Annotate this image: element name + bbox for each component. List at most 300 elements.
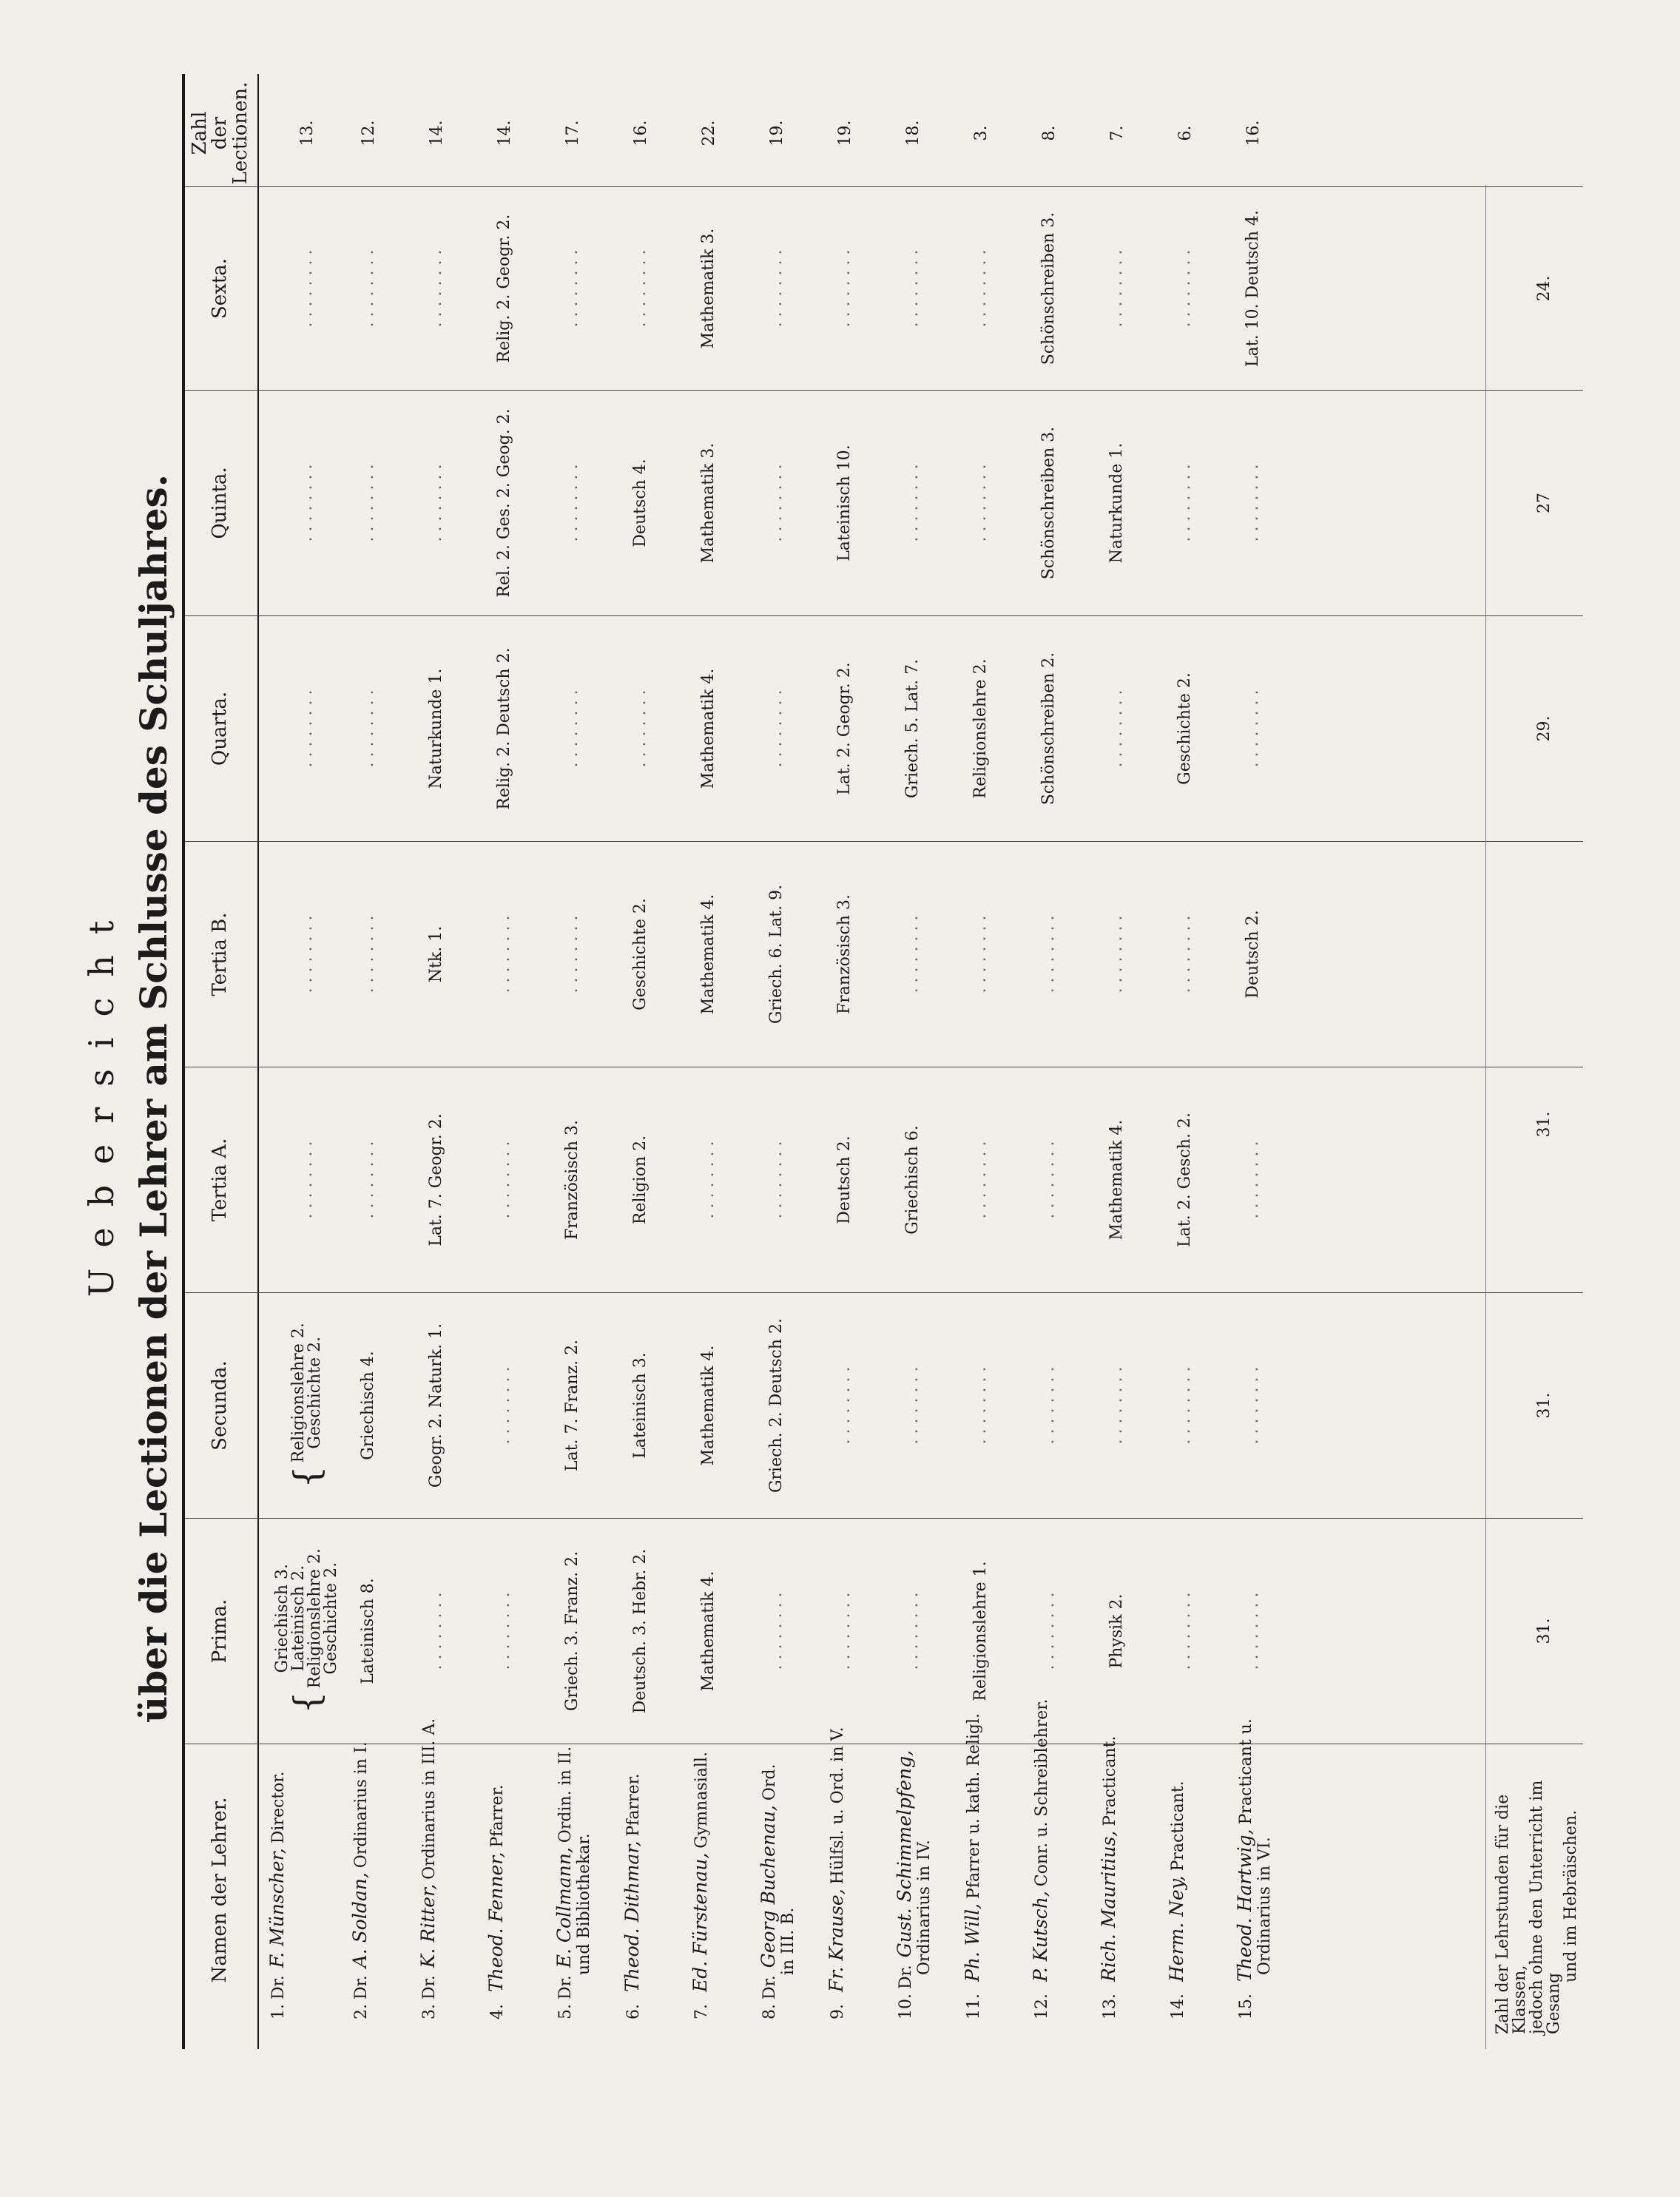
cell-quinta: [1234, 392, 1272, 614]
dotted-leader: . . . . . . . .: [1244, 464, 1262, 542]
column-divider: [185, 1518, 1583, 1519]
cell-lines: [905, 916, 921, 993]
cell-secunda: [621, 1295, 660, 1516]
row-number: 10.: [897, 1994, 915, 2019]
lesson-entry: Mathematik 3.: [699, 228, 718, 349]
cell-quarta: [266, 618, 348, 840]
cell-quarta: [689, 618, 728, 840]
row-number: 4.: [488, 2004, 507, 2019]
header-prima: Prima.: [209, 1599, 232, 1664]
column-divider: [185, 841, 1583, 842]
teacher-role-line2: Ordinarius in IV.: [915, 1840, 934, 1975]
cell-lines: [428, 669, 445, 789]
dotted-leader: . . . . . . . .: [495, 1141, 513, 1219]
summary-sexta: 24.: [1535, 275, 1554, 302]
lesson-entry: Relig. 2. Deutsch 2.: [495, 647, 513, 810]
cell-lines: [360, 1578, 377, 1684]
cell-tertia-a: [1098, 1069, 1136, 1291]
cell-lines: [632, 1135, 649, 1224]
cell-lines: [973, 250, 989, 328]
cell-tertia-b: [689, 843, 728, 1065]
cell-lines: [973, 1561, 989, 1701]
teacher-surname: Herm. Ney,: [1166, 1875, 1187, 1982]
lesson-total: 22.: [699, 120, 718, 146]
teacher-name: [417, 1718, 456, 2019]
dotted-leader: . . . . . . . .: [563, 689, 581, 768]
table-row: [1166, 0, 1204, 2197]
lesson-total: 6.: [1175, 125, 1195, 141]
header-zahl-line: der: [209, 116, 232, 150]
header-zahl-line: Zahl: [189, 111, 212, 155]
lesson-total: 19.: [767, 120, 786, 146]
cell-lines: [564, 690, 581, 768]
row-number: 11.: [965, 1994, 983, 2019]
cell-lines: [769, 465, 785, 542]
cell-lines: [1245, 910, 1261, 998]
cell-lines: [837, 894, 853, 1014]
dotted-leader: . . . . . . . .: [495, 1592, 513, 1670]
dotted-leader: . . . . . . . .: [297, 689, 316, 768]
dotted-leader: . . . . . . . .: [427, 1592, 445, 1670]
dotted-leader: . . . . . . . .: [903, 249, 922, 328]
cell-lines: [360, 690, 377, 768]
teacher-name-line: [417, 1714, 439, 2019]
cell-sexta: [485, 189, 524, 388]
cell-lines: [632, 250, 649, 328]
cell-quarta: [826, 618, 864, 840]
cell-tertia-a: [266, 1069, 348, 1291]
cell-lines: [1177, 1367, 1193, 1445]
teacher-role: Gymnasiall.: [692, 1752, 711, 1849]
teacher-surname: F. Münscher,: [266, 1848, 288, 1968]
teacher-name: [553, 1746, 605, 2019]
page-subtitle: über die Lectionen der Lehrer am Schlusse des Schuljahres.: [132, 473, 175, 1724]
cell-lines: [299, 690, 315, 768]
cell-quinta: [349, 392, 388, 614]
summary-label-line: und im Hebräischen.: [1562, 1809, 1581, 1982]
cell-lines: [360, 1351, 377, 1459]
cell-quinta: [826, 392, 864, 614]
lesson-entry: Geschichte 2.: [1175, 672, 1194, 785]
dotted-leader: . . . . . . . .: [495, 1366, 513, 1445]
cell-lines: [299, 465, 315, 542]
cell-tertia-b: [962, 843, 1000, 1065]
lesson-entry: Naturkunde 1.: [1107, 442, 1126, 564]
cell-lines: [1041, 427, 1057, 580]
cell-sexta: [349, 189, 388, 388]
cell-sexta: [553, 189, 592, 388]
cell-lines: [428, 1593, 445, 1670]
teacher-role: Practicant u.: [1237, 1718, 1255, 1825]
cell-quinta: [485, 392, 524, 614]
cell-sexta: [894, 189, 932, 388]
cell-lines: [1041, 652, 1057, 806]
cell-lines: [632, 1352, 649, 1459]
row-number: 2.: [352, 2004, 371, 2019]
cell-lines: [973, 916, 989, 993]
cell-lines: [428, 1113, 445, 1246]
cell-lines: [973, 1141, 989, 1219]
cell-lines: [1109, 916, 1125, 993]
cell-lines: [564, 916, 581, 993]
teacher-role: Practicant.: [1169, 1781, 1187, 1872]
cell-tertia-a: [1030, 1069, 1068, 1291]
row-number: 14.: [1169, 1994, 1187, 2019]
cell-tertia-b: [266, 843, 348, 1065]
lesson-entry: Mathematik 4.: [699, 894, 718, 1015]
cell-lines: [701, 443, 717, 564]
teacher-surname: Gust. Schimmelpfeng,: [894, 1749, 915, 1958]
dotted-leader: . . . . . . . .: [903, 915, 922, 993]
lesson-entry: Griech. 3. Franz. 2.: [563, 1550, 581, 1712]
dotted-leader: . . . . . . . .: [1107, 689, 1126, 768]
cell-lines: [299, 250, 315, 328]
cell-secunda: [1166, 1295, 1204, 1516]
cell-lines: [837, 445, 853, 561]
cell-prima: [485, 1520, 524, 1742]
teacher-name-line: [1098, 1732, 1119, 2019]
teacher-name-line: [894, 1741, 915, 2019]
cell-tertia-b: [417, 843, 456, 1065]
teacher-name-line: [621, 1769, 643, 2019]
teacher-role: Pfarrer.: [624, 1773, 643, 1837]
lesson-entry: Religionslehre 2.: [289, 1323, 308, 1463]
dotted-leader: . . . . . . . .: [767, 464, 786, 542]
teacher-surname: Ed. Fürstenau,: [689, 1852, 711, 1992]
cell-prima: [962, 1520, 1000, 1742]
lesson-entry: Griechisch 3.: [273, 1564, 291, 1673]
teacher-name-line: [266, 1767, 288, 2019]
dotted-leader: . . . . . . . .: [1175, 249, 1194, 328]
title-prefix: Dr.: [420, 1975, 439, 1999]
header-rule: [257, 74, 259, 2049]
cell-secunda: [349, 1295, 388, 1516]
cell-tertia-a: [826, 1069, 864, 1291]
teacher-role-line2: in III. B.: [779, 1907, 797, 1975]
lesson-entry: Mathematik 4.: [699, 1345, 718, 1466]
dotted-leader: . . . . . . . .: [971, 1366, 990, 1445]
lesson-entry: Lat. 10. Deutsch 4.: [1244, 210, 1262, 367]
cell-lines: [360, 465, 377, 542]
cell-lines: [1109, 1120, 1125, 1241]
brace-glyph: {: [286, 1465, 328, 1488]
dotted-leader: . . . . . . . .: [767, 689, 786, 768]
cell-secunda: [962, 1295, 1000, 1516]
cell-lines: [905, 465, 921, 542]
lesson-total: 13.: [297, 120, 317, 146]
cell-lines: [360, 250, 377, 328]
dotted-leader: . . . . . . . .: [1244, 1366, 1262, 1445]
table-row: [1234, 0, 1272, 2197]
lesson-total: 14.: [427, 120, 446, 146]
teacher-surname: Theod. Fenner,: [485, 1852, 507, 1992]
cell-lines: [1109, 1367, 1125, 1445]
cell-secunda: [1030, 1295, 1068, 1516]
cell-secunda: [1234, 1295, 1272, 1516]
teacher-name: [826, 1727, 864, 2019]
cell-prima: [349, 1520, 388, 1742]
cell-quarta: [758, 618, 796, 840]
row-number: 15.: [1237, 1994, 1255, 2019]
cell-prima: [621, 1520, 660, 1742]
lesson-entry: Physik 2.: [1107, 1593, 1126, 1669]
table-row: [826, 0, 864, 2197]
cell-lines: [1041, 1367, 1057, 1445]
cell-lines: [1041, 916, 1057, 993]
cell-secunda: [826, 1295, 864, 1516]
lesson-entry: Ntk. 1.: [427, 925, 445, 983]
teacher-name: [962, 1712, 1000, 2019]
cell-secunda: [1098, 1295, 1136, 1516]
teacher-surname: Georg Buchenau,: [758, 1805, 779, 1968]
cell-lines: [428, 926, 445, 982]
table-row: [1098, 0, 1136, 2197]
teacher-role: Hülfsl. u. Ord. in V.: [829, 1727, 847, 1885]
cell-secunda: [553, 1295, 592, 1516]
cell-tertia-b: [553, 843, 592, 1065]
lesson-entry: Lateinisch 3.: [631, 1352, 650, 1459]
cell-tertia-b: [826, 843, 864, 1065]
cell-quarta: [1166, 618, 1204, 840]
row-number: 8.: [760, 2004, 779, 2019]
cell-lines: [1245, 1141, 1261, 1219]
teacher-name-line: [485, 1780, 507, 2019]
cell-lines: [769, 690, 785, 768]
cell-lines: [973, 465, 989, 542]
teacher-name-line: [349, 1737, 371, 2019]
dotted-leader: . . . . . . . .: [1244, 689, 1262, 768]
cell-lines: [360, 1141, 377, 1219]
summary-tertia: 31.: [1535, 1111, 1554, 1138]
cell-prima: [417, 1520, 456, 1742]
cell-tertia-a: [485, 1069, 524, 1291]
dotted-leader: . . . . . . . .: [903, 464, 922, 542]
teacher-name: [349, 1741, 388, 2019]
lesson-entry: Geschichte 2.: [306, 1336, 324, 1449]
cell-lines: [1109, 250, 1125, 328]
cell-prima: [1166, 1520, 1204, 1742]
lesson-entry: Griechisch 6.: [903, 1125, 922, 1235]
teacher-surname: Theod. Dithmar,: [621, 1840, 643, 1992]
title-prefix: Dr.: [352, 1975, 371, 1999]
lesson-entry: Geogr. 2. Naturk. 1.: [427, 1323, 445, 1488]
cell-tertia-b: [485, 843, 524, 1065]
dotted-leader: . . . . . . . .: [563, 249, 581, 328]
cell-lines: [1177, 672, 1193, 785]
summary-quarta: 29.: [1535, 715, 1554, 742]
row-number: 3.: [420, 2004, 439, 2019]
cell-lines: [1177, 250, 1193, 328]
teacher-name: [1098, 1735, 1136, 2019]
cell-lines: [905, 1125, 921, 1234]
top-rule: [182, 74, 185, 2049]
cell-prima: [689, 1520, 728, 1742]
cell-tertia-b: [758, 843, 796, 1065]
summary-label: [1494, 1746, 1579, 2034]
cell-quinta: [553, 392, 592, 614]
cell-quinta: [1166, 392, 1204, 614]
cell-lines: [632, 1549, 649, 1714]
teacher-role: Pfarrer.: [488, 1784, 507, 1848]
teacher-role: Director.: [269, 1771, 288, 1844]
dotted-leader: . . . . . . . .: [563, 915, 581, 993]
header-zahl-line: Lectionen.: [229, 81, 252, 185]
cell-lines: [1245, 465, 1261, 542]
teacher-name: [266, 1746, 348, 2019]
cell-quinta: [621, 392, 660, 614]
cell-lines: [837, 1367, 853, 1445]
table-row: [894, 0, 932, 2197]
cell-lines: [1177, 916, 1193, 993]
dotted-leader: . . . . . . . .: [427, 249, 445, 328]
cell-lines: [701, 894, 717, 1015]
cell-lines: [1109, 443, 1125, 564]
cell-lines: [428, 250, 445, 328]
cell-secunda: [894, 1295, 932, 1516]
header-tertia-b: Tertia B.: [209, 912, 232, 996]
lesson-entry: Religion 2.: [631, 1135, 650, 1225]
cell-lines: [1041, 1141, 1057, 1219]
cell-lines: [496, 916, 513, 993]
summary-label-line: jedoch ohne den Unterricht im Gesang: [1528, 1780, 1564, 2034]
cell-tertia-a: [894, 1069, 932, 1291]
teacher-surname: Theod. Hartwig,: [1234, 1829, 1255, 1982]
header-secunda: Secunda.: [209, 1360, 232, 1451]
teacher-surname: Rich. Mauritius,: [1098, 1830, 1119, 1982]
column-divider: [185, 186, 1583, 187]
lesson-entry: Deutsch 2.: [1244, 910, 1262, 999]
column-divider: [185, 615, 1583, 616]
teacher-name-line: [1166, 1776, 1187, 2019]
cell-tertia-b: [1030, 843, 1068, 1065]
row-number: 6.: [624, 2004, 643, 2019]
lesson-entry: Griech. 6. Lat. 9.: [767, 884, 786, 1025]
cell-tertia-a: [1234, 1069, 1272, 1291]
dotted-leader: . . . . . . . .: [1039, 1592, 1058, 1670]
lesson-total: 16.: [1244, 120, 1263, 146]
dotted-leader: . . . . . . . .: [835, 1366, 854, 1445]
lesson-entry: Schönschreiben 3.: [1039, 426, 1058, 580]
cell-tertia-a: [1166, 1069, 1204, 1291]
dotted-leader: . . . . . . . .: [767, 1592, 786, 1670]
lesson-entry: Deutsch. 3. Hebr. 2.: [631, 1548, 650, 1714]
dotted-leader: . . . . . . . .: [495, 915, 513, 993]
cell-sexta: [1030, 189, 1068, 388]
dotted-leader: . . . . . . . .: [1039, 915, 1058, 993]
lesson-entry: Mathematik 4.: [699, 668, 718, 789]
lesson-total: 16.: [631, 120, 650, 146]
cell-lines: [837, 1135, 853, 1224]
table-row: [758, 0, 796, 2197]
row-number: 13.: [1101, 1994, 1119, 2019]
dotted-leader: . . . . . . . .: [767, 249, 786, 328]
cell-prima: [758, 1520, 796, 1742]
teacher-role: Conr. u. Schreiblehrer.: [1033, 1698, 1051, 1887]
column-divider: [185, 1292, 1583, 1293]
cell-tertia-b: [1166, 843, 1204, 1065]
teacher-role-line2: und Bibliothekar.: [575, 1833, 593, 1975]
cell-lines: [905, 1367, 921, 1445]
cell-lines: [496, 408, 513, 597]
teacher-name: [894, 1746, 945, 2019]
cell-prima: [266, 1520, 348, 1742]
lesson-entry: Relig. 2. Geogr. 2.: [495, 214, 513, 363]
cell-quarta: [962, 618, 1000, 840]
cell-quinta: [266, 392, 348, 614]
teacher-name: [1030, 1698, 1068, 2019]
cell-quarta: [1030, 618, 1068, 840]
teacher-name: [758, 1746, 809, 2019]
cell-tertia-a: [349, 1069, 388, 1291]
cell-tertia-a: [417, 1069, 456, 1291]
title-prefix: Dr.: [556, 1975, 575, 1999]
dotted-leader: . . . . . . . .: [1175, 1366, 1194, 1445]
cell-lines: [905, 659, 921, 798]
dotted-leader: . . . . . . . .: [297, 1141, 316, 1219]
cell-lines: [291, 1323, 323, 1462]
cell-lines: [837, 662, 853, 795]
lesson-entry: Rel. 2. Ges. 2. Geog. 2.: [495, 408, 513, 598]
row-number: 12.: [1033, 1994, 1051, 2019]
lesson-entry: Mathematik 4.: [1107, 1119, 1126, 1241]
teacher-surname: K. Ritter,: [417, 1883, 439, 1968]
cell-lines: [1245, 690, 1261, 768]
cell-lines: [905, 250, 921, 328]
cell-lines: [769, 1141, 785, 1219]
cell-secunda: [689, 1295, 728, 1516]
dotted-leader: . . . . . . . .: [903, 1592, 922, 1670]
teacher-name-line: [826, 1722, 847, 2019]
cell-lines: [496, 1593, 513, 1670]
cell-quarta: [349, 618, 388, 840]
cell-sexta: [621, 189, 660, 388]
cell-quarta: [485, 618, 524, 840]
cell-lines: [299, 916, 315, 993]
cell-lines: [1177, 1113, 1193, 1247]
cell-lines: [274, 1548, 340, 1688]
cell-lines: [632, 459, 649, 547]
dotted-leader: . . . . . . . .: [359, 1141, 377, 1219]
dotted-leader: . . . . . . . .: [1244, 1592, 1262, 1670]
dotted-leader: . . . . . . . .: [563, 464, 581, 542]
cell-sexta: [1098, 189, 1136, 388]
cell-lines: [496, 1141, 513, 1219]
cell-lines: [769, 250, 785, 328]
teacher-role: Ordinarius in III. A.: [420, 1718, 439, 1880]
row-number: 5.: [556, 2004, 575, 2019]
cell-lines: [1177, 465, 1193, 542]
cell-quarta: [417, 618, 456, 840]
cell-prima: [894, 1520, 932, 1742]
summary-prima: 31.: [1535, 1618, 1554, 1644]
cell-secunda: [758, 1295, 796, 1516]
cell-quarta: [553, 618, 592, 840]
cell-quinta: [417, 392, 456, 614]
table-row: [962, 0, 1000, 2197]
cell-tertia-a: [553, 1069, 592, 1291]
lesson-entry: Lateinisch 8.: [359, 1578, 377, 1684]
lesson-entry: Lat. 7. Geogr. 2.: [427, 1113, 445, 1246]
dotted-leader: . . . . . . . .: [835, 1592, 854, 1670]
cell-lines: [1109, 690, 1125, 768]
lesson-entry: Religionslehre 2.: [306, 1548, 324, 1689]
cell-quarta: [1098, 618, 1136, 840]
row-number: 1.: [269, 2004, 288, 2019]
cell-sexta: [417, 189, 456, 388]
cell-prima: [1234, 1520, 1272, 1742]
lesson-entry: Lat. 2. Gesch. 2.: [1175, 1113, 1194, 1247]
dotted-leader: . . . . . . . .: [1107, 915, 1126, 993]
